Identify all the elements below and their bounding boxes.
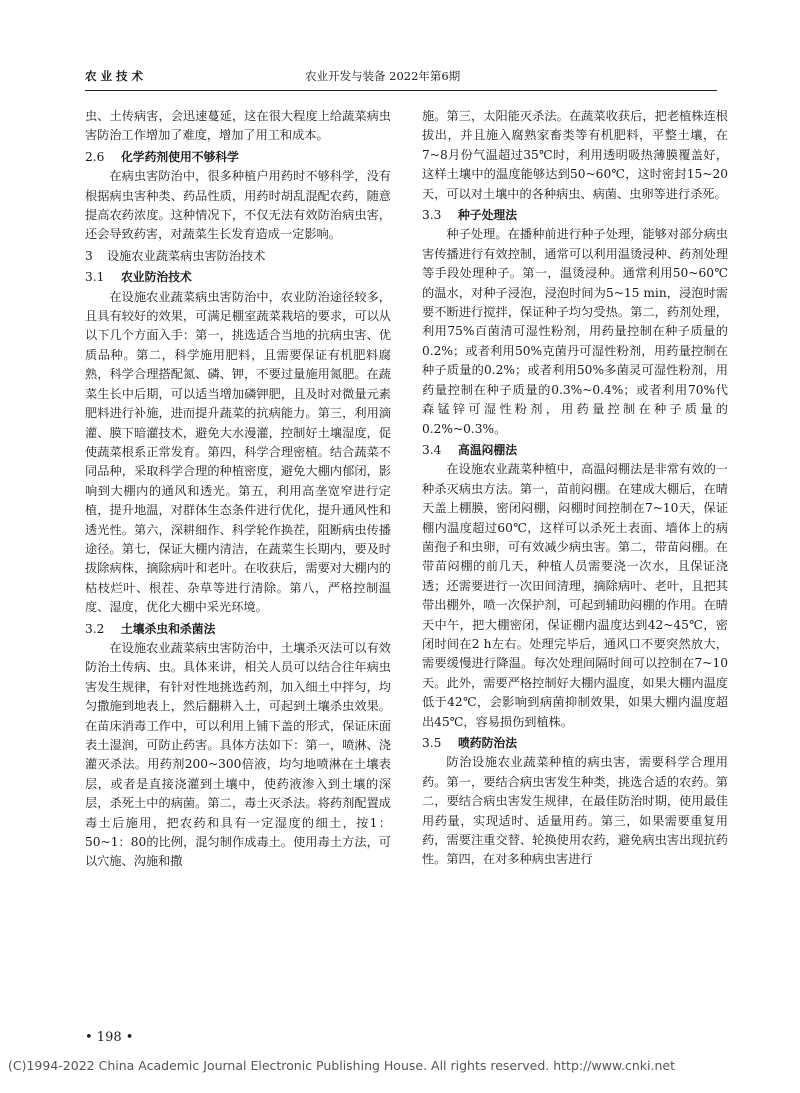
section-title: 种子处理法 <box>458 208 517 223</box>
section-title: 设施农业蔬菜病虫害防治技术 <box>107 248 266 263</box>
section-heading-3-1 <box>85 268 391 287</box>
paragraph: 在设施农业蔬菜病虫害防治中，农业防治途径较多，且具有较好的效果，可满足棚室蔬菜栽培的要求，可以从以下几个方面入手：第一，挑选适合当地的抗病虫害、优质品种。第二，科学施用肥料，且需要保证有机肥料腐熟，科学合理搭配氮、磷、钾，不要过量施用氮肥。在蔬菜生长中后期，可以适当增加磷钾肥，且及时对微量元素肥料进行补施，进而提升蔬菜的抗病能力。第三，利用滴灌、膜下暗灌技术，避免大水漫灌，控制好土壤湿度，促使蔬菜根系正常发育。第四，科学合理密植。结合蔬菜不同品种，采取科学合理的种植密度，避免大棚内郁闭，影响到大棚内的通风和透光。第五，利用高垄宽窄进行定植，提升地温，对群体生态条件进行优化，提升通风性和透光性。第六，深耕细作、科学轮作换茬，阻断病虫传播途径。第七，保证大棚内清洁，在蔬菜生长期内，要及时拔除病株，摘除病叶和老叶。在收获后，需要对大棚内的枯枝烂叶、根茬、杂草等进行清除。第八，严格控制温度、湿度，优化大棚中采光环境。 <box>85 289 391 615</box>
paragraph: 虫、土传病害，会迅速蔓延，这在很大程度上给蔬菜病虫害防治工作增加了难度，增加了用工和成本。 <box>85 109 391 143</box>
header-section: 农业技术 <box>85 69 147 83</box>
paragraph: 种子处理。在播种前进行种子处理，能够对部分病虫害传播进行有效控制，通常可以利用温烫浸种、药剂处理等手段处理种子。第一，温烫浸种。通常利用50~60℃的温水，对种子浸泡，浸泡时间为5~15 min，浸泡时需要不断进行搅拌，保证种子均匀受热。第二，药剂处理，利用75%百菌清可湿性粉剂，用药量控制在种子质量的0.2%；或者利用50%克菌丹可湿性粉剂，用药量控制在种子质量的0.2%；或者利用50%多菌灵可湿性粉剂，用药量控制在种子质量的0.3%~0.4%；或者利用70%代森锰锌可湿性粉剂，用药量控制在种子质量的0.2%~0.3%。 <box>422 227 728 436</box>
section-number: 3.2 <box>85 621 105 636</box>
paragraph: 防治设施农业蔬菜种植的病虫害，需要科学合理用药。第一，要结合病虫害发生种类，挑选合适的农药。第二，要结合病虫害发生规律，在最佳防治时期，使用最佳用药量，实现适时、适量用药。第三，如果需要重复用药，需要注重交替、轮换使用农药，避免病虫害出现抗药性。第四，在对多种病虫害进行 <box>422 755 728 867</box>
section-number: 3.3 <box>422 208 442 223</box>
header-journal: 农业开发与装备 2022年第6期 <box>305 69 461 83</box>
section-number: 3.1 <box>85 270 105 285</box>
section-title: 化学药剂使用不够科学 <box>121 149 239 164</box>
paragraph: 在设施农业蔬菜病虫害防治中，土壤杀灭法可以有效防治土传病、虫。具体来讲，相关人员可以结合往年病虫害发生规律，有针对性地挑选药剂，加入细土中拌匀，均匀撒施到地表上，然后翻耕入土，可起到土壤杀虫效果。在苗床消毒工作中，可以利用上铺下盖的形式，保证床面表土湿润，可防止药害。具体方法如下：第一，喷淋、浇灌灭杀法。用药剂200~300倍液，均匀地喷淋在土壤表层，或者是直接浇灌到土壤中，使药液渗入到土壤的深层，杀死土中的病菌。第二，毒土灭杀法。将药剂配置成毒土后施用，把农药和具有一定湿度的细土，按1：50~1：80的比例，混匀制作成毒土。使用毒土方法，可以穴施、沟施和撒 <box>85 640 391 869</box>
section-number: 3 <box>85 248 93 263</box>
left-column <box>85 107 391 872</box>
section-number: 2.6 <box>85 149 105 164</box>
section-heading-3 <box>85 247 391 266</box>
section-heading-3-2 <box>85 620 391 639</box>
paragraph: 在病虫害防治中，很多种植户用药时不够科学，没有根据病虫害种类、药品性质，用药时胡乱混配农药，随意提高农药浓度。这种情况下，不仅无法有效防治病虫害，还会导致药害，对蔬菜生长发育造成一定影响。 <box>85 169 391 242</box>
page-number: • 198 • <box>85 1030 134 1045</box>
section-heading-2-6 <box>85 148 391 167</box>
section-number: 3.4 <box>422 442 442 457</box>
section-heading-3-5 <box>422 734 728 753</box>
running-header <box>85 66 717 88</box>
header-rule <box>85 90 717 91</box>
section-title: 土壤杀虫和杀菌法 <box>121 621 216 636</box>
section-number: 3.5 <box>422 736 442 750</box>
paragraph: 施。第三，太阳能灭杀法。在蔬菜收获后，把老植株连根拔出，并且施入腐熟家畜类等有机肥料，平整土壤，在7~8月份气温超过35℃时，利用透明吸热薄膜覆盖好，这样土壤中的温度能够达到50~60℃，这时密封15~20天，可以对土壤中的各种病虫、病菌、虫卵等进行杀死。 <box>422 109 728 201</box>
section-title: 喷药防治法 <box>458 736 517 750</box>
section-heading-3-4 <box>422 441 728 460</box>
section-title: 高温闷棚法 <box>458 442 517 457</box>
copyright-footer: (C)1994-2022 China Academic Journal Electronic Publishing House. All rights reserved. http://www.cnki.net <box>8 1058 675 1073</box>
paragraph: 在设施农业蔬菜种植中，高温闷棚法是非常有效的一种杀灭病虫方法。第一，苗前闷棚。在建成大棚后，在晴天盖上棚膜，密闭闷棚，闷棚时间控制在7~10天，保证棚内温度超过60℃，这样可以杀死土表面、墙体上的病菌孢子和虫卵，可有效减少病虫害。第二，带苗闷棚。在带苗闷棚的前几天，种植人员需要浇一次水，且保证浇透；还需要进行一次田间清理，摘除病叶、老叶，且把其带出棚外，喷一次保护剂，可起到辅助闷棚的作用。在晴天中午，把大棚密闭，保证棚内温度达到42~45℃，密闭时间在2 h左右。处理完毕后，通风口不要突然放大，需要缓慢进行降温。每次处理间隔时间可以控制在7~10天。此外，需要严格控制好大棚内温度，如果大棚内温度低于42℃，会影响到病菌抑制效果，如果大棚内温度超出45℃，容易损伤到植株。 <box>422 462 728 729</box>
section-title: 农业防治技术 <box>121 270 192 285</box>
section-heading-3-3 <box>422 206 728 225</box>
right-column <box>422 107 728 870</box>
